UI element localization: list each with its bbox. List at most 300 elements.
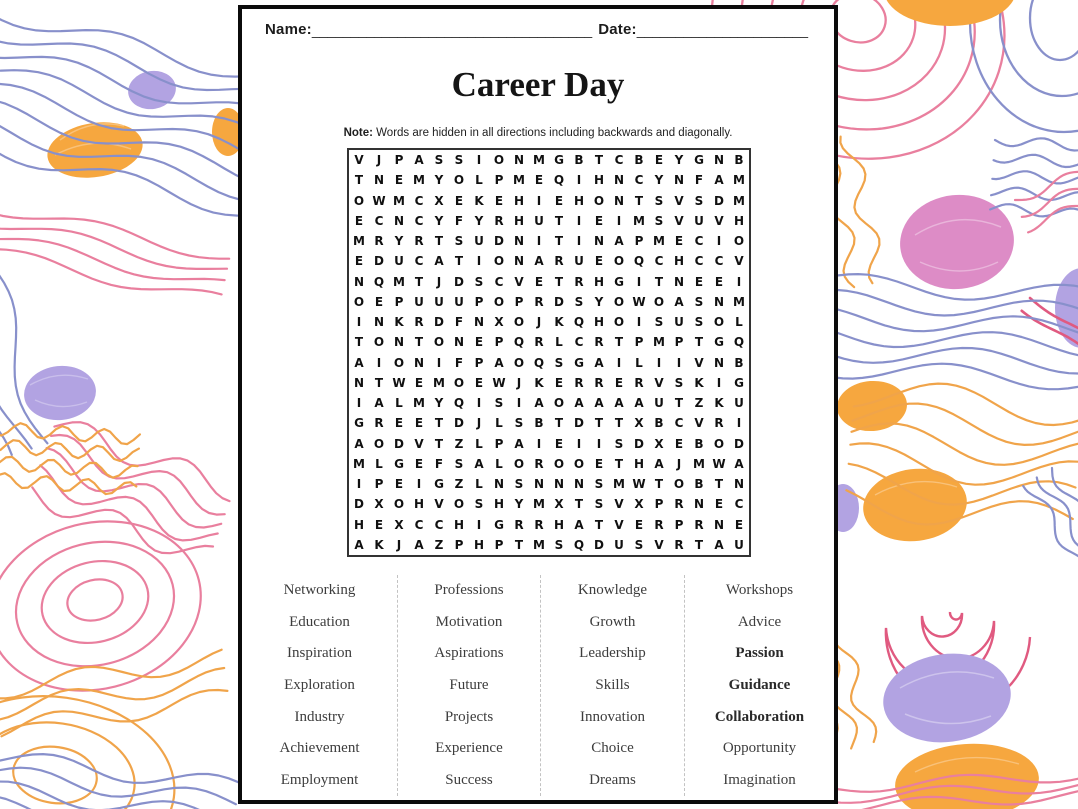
- grid-cell: U: [414, 294, 424, 309]
- grid-cell: T: [594, 416, 604, 431]
- grid-cell: K: [714, 396, 724, 411]
- grid-cell: Y: [434, 173, 444, 188]
- word-column: [242, 575, 397, 796]
- grid-cell: A: [354, 436, 364, 451]
- grid-cell: S: [554, 355, 564, 370]
- grid-cell: I: [716, 234, 722, 249]
- grid-cell: C: [694, 234, 704, 249]
- grid-cell: L: [475, 436, 483, 451]
- grid-cell: A: [434, 254, 444, 269]
- grid-cell: N: [713, 517, 725, 532]
- grid-cell: A: [574, 517, 584, 532]
- grid-cell: E: [414, 416, 424, 431]
- grid-cell: P: [654, 497, 664, 512]
- grid-cell: D: [734, 436, 744, 451]
- grid-cell: Q: [453, 396, 465, 411]
- grid-cell: Q: [573, 537, 585, 552]
- grid-cell: I: [636, 274, 642, 289]
- grid-cell: T: [514, 537, 524, 552]
- grid-cell: N: [693, 497, 705, 512]
- word-list-item: Education: [289, 613, 350, 630]
- grid-cell: I: [536, 193, 542, 208]
- grid-cell: C: [414, 193, 424, 208]
- grid-cell: E: [674, 436, 684, 451]
- grid-cell: P: [634, 234, 644, 249]
- grid-cell: R: [654, 517, 664, 532]
- grid-cell: M: [513, 173, 525, 188]
- grid-cell: R: [374, 416, 384, 431]
- doodle-line: [0, 211, 229, 259]
- date-label: Date:: [598, 21, 637, 38]
- grid-cell: E: [594, 456, 604, 471]
- grid-cell: W: [392, 375, 406, 390]
- grid-cell: I: [616, 355, 622, 370]
- grid-cell: Z: [454, 436, 464, 451]
- page-title: Career Day: [451, 65, 625, 104]
- grid-cell: C: [614, 153, 624, 168]
- grid-cell: T: [694, 335, 704, 350]
- grid-cell: X: [554, 497, 564, 512]
- grid-cell: S: [434, 153, 444, 168]
- grid-cell: U: [434, 294, 444, 309]
- grid-cell: F: [454, 355, 464, 370]
- grid-cell: J: [436, 274, 442, 289]
- grid-cell: U: [394, 254, 404, 269]
- grid-cell: J: [396, 537, 402, 552]
- grid-cell: X: [434, 193, 444, 208]
- grid-cell: E: [654, 153, 664, 168]
- grid-cell: V: [734, 254, 744, 269]
- grid-cell: O: [493, 254, 505, 269]
- grid-cell: H: [733, 213, 745, 228]
- grid-cell: I: [596, 436, 602, 451]
- grid-cell: C: [414, 517, 424, 532]
- grid-cell: R: [714, 416, 724, 431]
- grid-cell: G: [734, 375, 744, 390]
- grid-cell: T: [414, 335, 424, 350]
- word-list-item: Success: [445, 771, 493, 788]
- grid-cell: L: [495, 456, 503, 471]
- grid-cell: E: [394, 477, 404, 492]
- orange-blob: [884, 0, 1016, 26]
- grid-cell: L: [375, 456, 383, 471]
- grid-cell: T: [594, 517, 604, 532]
- grid-cell: M: [653, 234, 665, 249]
- grid-cell: R: [514, 517, 524, 532]
- grid-cell: N: [513, 254, 525, 269]
- grid-cell: N: [673, 274, 685, 289]
- grid-cell: E: [354, 213, 364, 228]
- grid-cell: W: [372, 193, 386, 208]
- grid-cell: I: [356, 396, 362, 411]
- grid-cell: A: [614, 234, 624, 249]
- grid-cell: I: [656, 355, 662, 370]
- grid-cell: O: [453, 497, 465, 512]
- grid-cell: M: [393, 274, 405, 289]
- word-column: [397, 575, 540, 796]
- grid-cell: A: [354, 355, 364, 370]
- doodle-line: [0, 227, 227, 269]
- grid-cell: A: [674, 294, 684, 309]
- grid-cell: Y: [394, 234, 404, 249]
- grid-cell: A: [414, 537, 424, 552]
- grid-cell: G: [694, 153, 704, 168]
- grid-cell: S: [654, 213, 664, 228]
- grid-cell: I: [636, 315, 642, 330]
- grid-cell: S: [454, 456, 464, 471]
- grid-cell: N: [713, 294, 725, 309]
- grid-cell: O: [553, 456, 565, 471]
- grid-cell: N: [373, 173, 385, 188]
- grid-cell: E: [494, 193, 504, 208]
- grid-cell: N: [713, 153, 725, 168]
- grid-cell: I: [476, 396, 482, 411]
- grid-cell: K: [554, 315, 564, 330]
- grid-cell: U: [654, 396, 664, 411]
- grid-cell: T: [594, 153, 604, 168]
- grid-cell: O: [373, 335, 385, 350]
- grid-cell: V: [674, 193, 684, 208]
- grid-cell: H: [673, 254, 685, 269]
- grid-cell: O: [553, 396, 565, 411]
- grid-cell: S: [454, 234, 464, 249]
- grid-cell: Y: [434, 213, 444, 228]
- grid-cell: E: [594, 213, 604, 228]
- grid-cell: N: [413, 355, 425, 370]
- grid-cell: C: [694, 254, 704, 269]
- grid-cell: T: [414, 274, 424, 289]
- grid-cell: M: [533, 537, 545, 552]
- grid-cell: P: [474, 355, 484, 370]
- grid-cell: N: [493, 477, 505, 492]
- grid-cell: W: [632, 477, 646, 492]
- grid-cell: Y: [434, 396, 444, 411]
- grid-cell: N: [593, 234, 605, 249]
- grid-cell: M: [733, 294, 745, 309]
- grid-cell: U: [674, 315, 684, 330]
- grid-cell: T: [554, 274, 564, 289]
- grid-cell: N: [513, 153, 525, 168]
- word-list-item: Guidance: [728, 677, 791, 694]
- word-list-item: Future: [449, 677, 489, 694]
- grid-cell: C: [714, 254, 724, 269]
- grid-cell: I: [436, 355, 442, 370]
- grid-cell: X: [374, 497, 384, 512]
- grid-cell: J: [676, 456, 682, 471]
- grid-cell: J: [536, 315, 542, 330]
- grid-cell: A: [514, 436, 524, 451]
- grid-cell: S: [674, 375, 684, 390]
- doodle-line: [0, 782, 233, 809]
- grid-cell: E: [734, 517, 744, 532]
- grid-cell: H: [573, 193, 585, 208]
- grid-cell: R: [574, 375, 584, 390]
- grid-cell: B: [694, 477, 704, 492]
- grid-cell: G: [394, 456, 404, 471]
- grid-cell: S: [654, 315, 664, 330]
- grid-cell: E: [414, 375, 424, 390]
- grid-cell: S: [514, 416, 524, 431]
- grid-cell: W: [712, 456, 726, 471]
- grid-cell: N: [373, 315, 385, 330]
- grid-cell: Y: [474, 213, 484, 228]
- grid-cell: E: [454, 193, 464, 208]
- grid-cell: A: [414, 153, 424, 168]
- grid-cell: D: [354, 497, 364, 512]
- grid-cell: O: [373, 436, 385, 451]
- word-list-item: Opportunity: [722, 740, 797, 757]
- doodle-line: [838, 290, 1078, 316]
- word-list-item: Achievement: [279, 740, 360, 757]
- grid-cell: V: [674, 213, 684, 228]
- grid-cell: G: [494, 517, 504, 532]
- doodle-line: [834, 348, 1078, 374]
- grid-cell: T: [614, 416, 624, 431]
- grid-cell: S: [574, 294, 584, 309]
- grid-cell: M: [653, 335, 665, 350]
- grid-cell: H: [593, 274, 605, 289]
- grid-cell: E: [674, 234, 684, 249]
- grid-cell: Y: [514, 497, 524, 512]
- grid-cell: C: [634, 173, 644, 188]
- grid-cell: T: [554, 213, 564, 228]
- grid-cell: D: [434, 315, 444, 330]
- grid-cell: R: [414, 315, 424, 330]
- grid-cell: O: [453, 173, 465, 188]
- grid-cell: R: [534, 294, 544, 309]
- grid-cell: M: [733, 173, 745, 188]
- grid-cell: O: [393, 355, 405, 370]
- grid-cell: G: [714, 335, 724, 350]
- grid-cell: R: [534, 335, 544, 350]
- grid-cell: D: [714, 193, 724, 208]
- grid-cell: I: [476, 517, 482, 532]
- grid-cell: C: [734, 497, 744, 512]
- grid-cell: I: [576, 436, 582, 451]
- grid-cell: E: [534, 274, 544, 289]
- worksheet-page: [238, 5, 838, 804]
- grid-cell: E: [374, 294, 384, 309]
- grid-cell: H: [413, 497, 425, 512]
- grid-cell: P: [454, 537, 464, 552]
- grid-cell: V: [354, 153, 364, 168]
- grid-cell: L: [475, 173, 483, 188]
- grid-cell: Z: [454, 477, 464, 492]
- note-label: Note:: [343, 127, 373, 139]
- grid-cell: A: [714, 537, 724, 552]
- pink-contour-rings: [0, 500, 219, 713]
- grid-cell: T: [574, 497, 584, 512]
- grid-cell: Q: [733, 335, 745, 350]
- grid-cell: E: [634, 517, 644, 532]
- grid-cell: H: [353, 517, 365, 532]
- grid-cell: Y: [654, 173, 664, 188]
- grid-cell: T: [654, 274, 664, 289]
- word-list-item: Workshops: [725, 582, 794, 599]
- grid-cell: E: [474, 375, 484, 390]
- grid-cell: V: [694, 355, 704, 370]
- grid-cell: S: [694, 294, 704, 309]
- grid-cell: Q: [513, 335, 525, 350]
- grid-cell: N: [353, 274, 365, 289]
- grid-cell: I: [356, 477, 362, 492]
- doodle-line: [992, 171, 1078, 183]
- grid-cell: I: [736, 274, 742, 289]
- grid-cell: O: [393, 497, 405, 512]
- grid-cell: T: [434, 416, 444, 431]
- grid-cell: E: [714, 497, 724, 512]
- grid-cell: X: [634, 416, 644, 431]
- grid-cell: H: [493, 497, 505, 512]
- word-list-item: Inspiration: [287, 645, 352, 662]
- grid-cell: H: [593, 315, 605, 330]
- grid-cell: I: [716, 375, 722, 390]
- grid-cell: A: [734, 456, 744, 471]
- grid-cell: S: [594, 477, 604, 492]
- grid-cell: X: [394, 517, 404, 532]
- grid-cell: A: [374, 396, 384, 411]
- word-list: [242, 575, 834, 796]
- word-list-item: Employment: [280, 771, 359, 788]
- grid-cell: C: [574, 335, 584, 350]
- grid-cell: V: [654, 375, 664, 390]
- word-list-item: Experience: [435, 740, 503, 757]
- word-list-item: Projects: [444, 708, 494, 725]
- grid-cell: I: [376, 355, 382, 370]
- doodle-line: [994, 155, 1078, 167]
- grid-cell: G: [614, 274, 624, 289]
- grid-cell: R: [494, 213, 504, 228]
- grid-cell: A: [594, 355, 604, 370]
- grid-cell: N: [553, 477, 565, 492]
- word-list-item: Imagination: [723, 771, 796, 788]
- grid-cell: J: [476, 416, 482, 431]
- grid-cell: S: [614, 436, 624, 451]
- grid-cell: X: [654, 436, 664, 451]
- grid-cell: T: [694, 537, 704, 552]
- grid-cell: J: [516, 375, 522, 390]
- grid-cell: G: [554, 153, 564, 168]
- grid-cell: U: [574, 254, 584, 269]
- grid-cell: C: [674, 416, 684, 431]
- grid-cell: A: [354, 537, 364, 552]
- grid-cell: P: [494, 173, 504, 188]
- grid-cell: I: [576, 213, 582, 228]
- grid-cell: X: [494, 315, 504, 330]
- grid-cell: O: [713, 436, 725, 451]
- doodle-line: [0, 650, 222, 699]
- grid-cell: U: [454, 294, 464, 309]
- grid-cell: O: [613, 294, 625, 309]
- grid-cell: R: [574, 274, 584, 289]
- word-list-item: Passion: [735, 645, 784, 662]
- grid-cell: P: [494, 335, 504, 350]
- grid-cell: R: [694, 517, 704, 532]
- grid-cell: O: [713, 315, 725, 330]
- grid-cell: L: [475, 477, 483, 492]
- grid-cell: U: [734, 396, 744, 411]
- word-list-item: Exploration: [284, 677, 355, 694]
- grid-cell: Z: [694, 396, 704, 411]
- grid-cell: R: [674, 497, 684, 512]
- grid-cell: U: [614, 537, 624, 552]
- word-list-item: Growth: [589, 613, 636, 630]
- grid-cell: O: [653, 294, 665, 309]
- grid-cell: Q: [633, 254, 645, 269]
- grid-cell: N: [573, 477, 585, 492]
- grid-cell: I: [616, 213, 622, 228]
- grid-cell: H: [553, 517, 565, 532]
- grid-cell: M: [353, 456, 365, 471]
- word-search-grid: [347, 148, 751, 557]
- grid-cell: E: [554, 436, 564, 451]
- header-row: [265, 21, 808, 38]
- grid-cell: C: [414, 254, 424, 269]
- grid-cell: D: [574, 416, 584, 431]
- grid-cell: Y: [594, 294, 604, 309]
- word-list-item: Leadership: [579, 645, 646, 662]
- grid-cell: V: [614, 497, 624, 512]
- grid-cell: P: [394, 294, 404, 309]
- grid-cell: F: [694, 173, 704, 188]
- grid-cell: U: [694, 213, 704, 228]
- grid-cell: U: [534, 213, 544, 228]
- grid-cell: O: [513, 355, 525, 370]
- grid-cell: K: [474, 193, 484, 208]
- grid-cell: T: [434, 436, 444, 451]
- grid-cell: Q: [573, 315, 585, 330]
- grid-cell: R: [594, 335, 604, 350]
- grid-cell: I: [536, 234, 542, 249]
- grid-cell: M: [733, 193, 745, 208]
- grid-cell: N: [533, 477, 545, 492]
- grid-cell: O: [613, 254, 625, 269]
- grid-cell: K: [394, 315, 404, 330]
- grid-cell: O: [433, 335, 445, 350]
- grid-cell: V: [614, 517, 624, 532]
- grid-cell: S: [454, 153, 464, 168]
- grid-cell: C: [654, 254, 664, 269]
- word-list-item: Aspirations: [434, 645, 504, 662]
- grid-cell: F: [454, 315, 464, 330]
- doodle-line: [835, 332, 1078, 355]
- grid-cell: P: [494, 537, 504, 552]
- grid-cell: P: [634, 335, 644, 350]
- grid-cell: O: [573, 456, 585, 471]
- name-blank-line: ____________________________________: [311, 22, 593, 38]
- grid-cell: E: [714, 274, 724, 289]
- grid-cell: L: [395, 396, 403, 411]
- word-list-item: Networking: [283, 582, 356, 599]
- grid-cell: O: [733, 234, 745, 249]
- grid-cell: H: [633, 456, 645, 471]
- grid-cell: I: [536, 436, 542, 451]
- grid-cell: B: [734, 355, 744, 370]
- grid-cell: O: [453, 375, 465, 390]
- grid-cell: A: [534, 396, 544, 411]
- grid-cell: I: [476, 153, 482, 168]
- grid-cell: B: [534, 416, 544, 431]
- grid-cell: E: [554, 375, 564, 390]
- name-label: Name:: [265, 21, 312, 38]
- grid-cell: N: [733, 477, 745, 492]
- grid-cell: G: [574, 355, 584, 370]
- grid-cell: N: [453, 335, 465, 350]
- grid-cell: G: [354, 416, 364, 431]
- grid-cell: T: [374, 375, 384, 390]
- grid-cell: E: [534, 173, 544, 188]
- grid-cell: U: [734, 537, 744, 552]
